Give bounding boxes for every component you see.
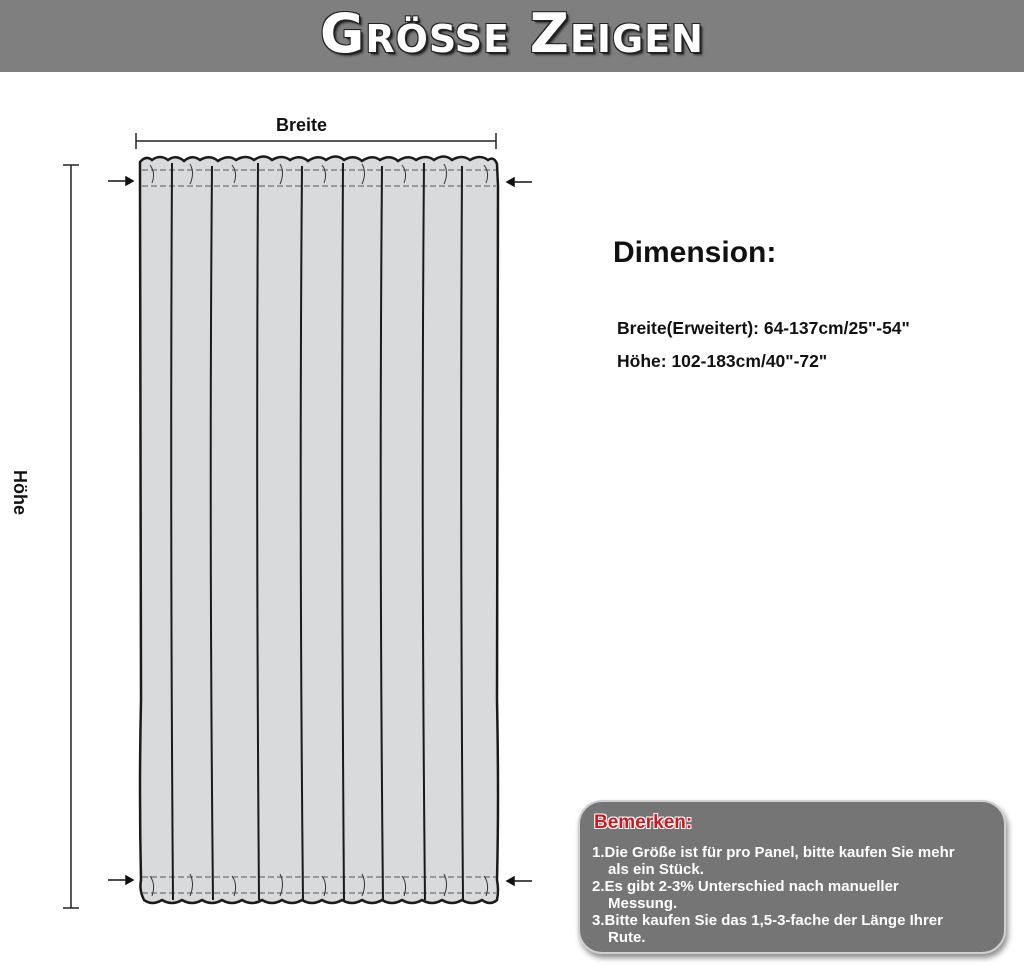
note-item xyxy=(592,878,899,912)
note-text: 3.Bitte kaufen Sie das 1,5-3-fache der Länge Ihrer xyxy=(592,912,943,929)
note-text-continued: Messung. xyxy=(608,895,678,912)
height-dimension-line xyxy=(63,165,79,908)
note-item xyxy=(592,912,943,946)
notes-title: Bemerken: xyxy=(594,812,693,833)
height-label: Höhe xyxy=(10,470,30,515)
note-text: 2.Es gibt 2-3% Unterschied nach manueller xyxy=(592,878,899,895)
note-text-continued: als ein Stück. xyxy=(608,861,704,878)
width-label: Breite xyxy=(276,115,328,135)
note-text: 1.Die Größe ist für pro Panel, bitte kaufen Sie mehr xyxy=(592,844,955,861)
dimension-height: Höhe: 102-183cm/40"-72" xyxy=(617,351,828,371)
note-text-continued: Rute. xyxy=(608,929,646,946)
dimension-width: Breite(Erweitert): 64-137cm/25"-54" xyxy=(617,318,910,338)
dimension-title: Dimension: xyxy=(613,236,777,269)
page-title: Größe Zeigen xyxy=(320,2,704,65)
curtain-panel xyxy=(140,157,498,904)
note-item xyxy=(592,844,955,878)
